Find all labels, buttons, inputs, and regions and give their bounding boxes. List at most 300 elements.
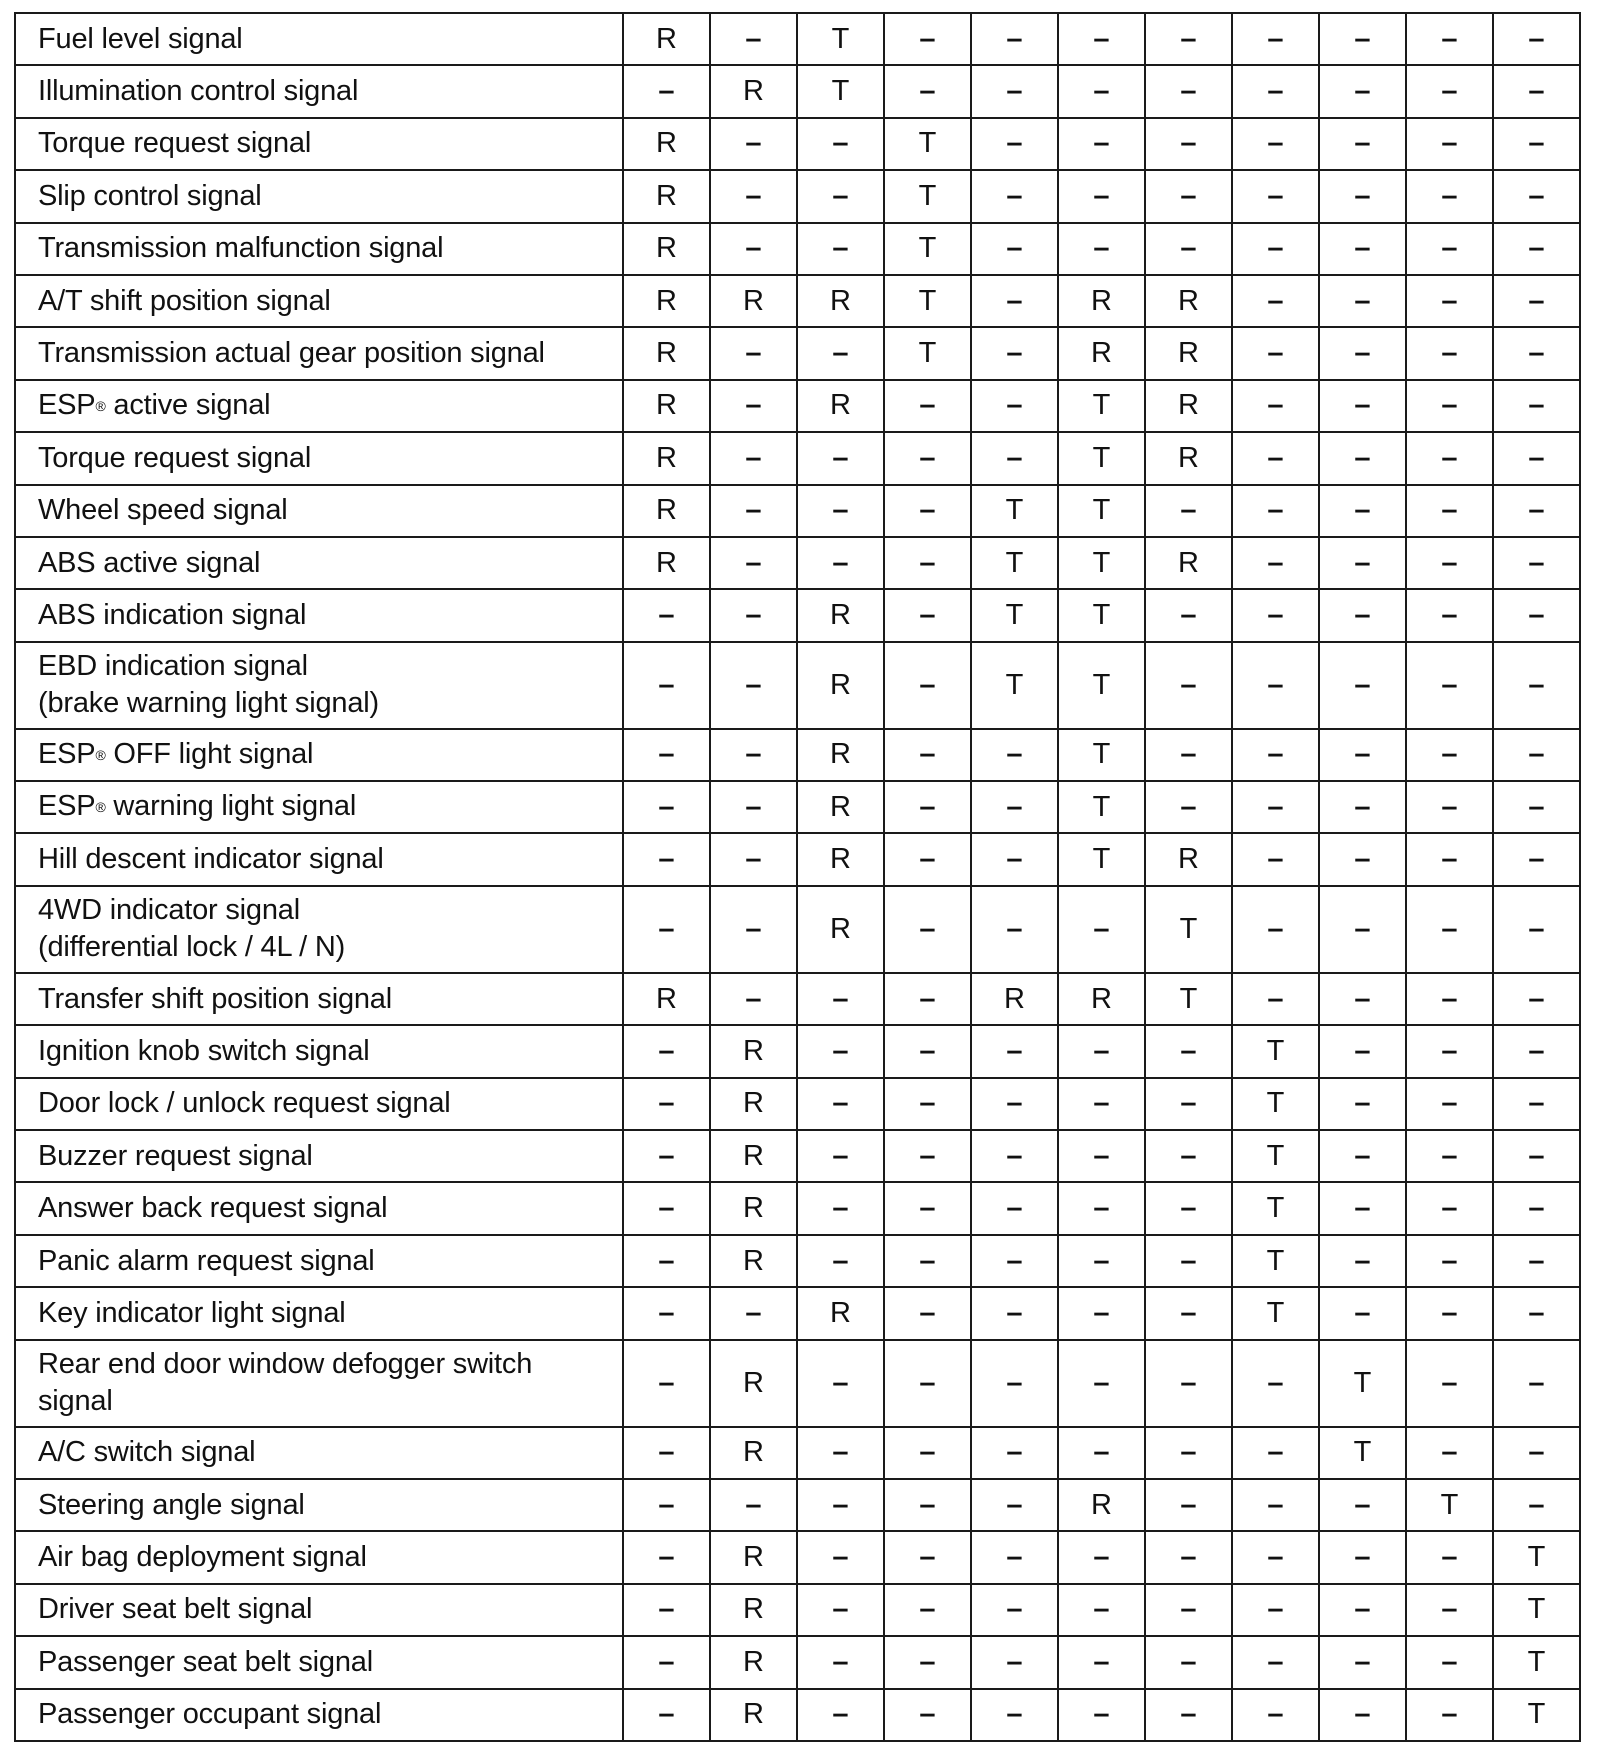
signal-code-cell: – <box>1406 886 1493 973</box>
signal-code-cell: – <box>623 1584 710 1636</box>
signal-code-cell: – <box>710 118 797 170</box>
signal-code-cell: – <box>1319 1078 1406 1130</box>
signal-code-cell: – <box>971 781 1058 833</box>
signal-code-cell: – <box>1058 1182 1145 1234</box>
signal-code-cell: T <box>1145 886 1232 973</box>
signal-code-cell: – <box>1493 833 1580 885</box>
signal-code-cell: R <box>797 833 884 885</box>
signal-code-cell: – <box>971 1287 1058 1339</box>
signal-code-cell: – <box>710 589 797 641</box>
signal-code-cell: R <box>710 1636 797 1688</box>
signal-code-cell: – <box>1145 781 1232 833</box>
signal-code-cell: T <box>1058 729 1145 781</box>
signal-code-cell: – <box>1406 1636 1493 1688</box>
signal-code-cell: – <box>884 642 971 729</box>
signal-code-cell: – <box>884 973 971 1025</box>
signal-name-cell: Hill descent indicator signal <box>15 833 623 885</box>
signal-code-cell: – <box>1232 973 1319 1025</box>
signal-code-cell: – <box>1493 1130 1580 1182</box>
signal-name-cell: Transfer shift position signal <box>15 973 623 1025</box>
signal-code-cell: T <box>1493 1636 1580 1688</box>
signal-code-cell: – <box>1232 170 1319 222</box>
signal-code-cell: – <box>797 1584 884 1636</box>
signal-code-cell: – <box>1319 327 1406 379</box>
signal-code-cell: – <box>884 886 971 973</box>
signal-name-cell: ESP® OFF light signal <box>15 729 623 781</box>
signal-code-cell: T <box>884 223 971 275</box>
table-row <box>15 1287 1580 1339</box>
table-row <box>15 485 1580 537</box>
signal-code-cell: R <box>710 1130 797 1182</box>
signal-code-cell: – <box>1319 642 1406 729</box>
signal-code-cell: – <box>710 223 797 275</box>
signal-name-cell: Wheel speed signal <box>15 485 623 537</box>
signal-code-cell: – <box>797 118 884 170</box>
signal-code-cell: – <box>797 432 884 484</box>
signal-code-cell: – <box>884 589 971 641</box>
signal-code-cell: – <box>1232 1636 1319 1688</box>
signal-code-cell: T <box>1493 1531 1580 1583</box>
signal-code-cell: – <box>710 833 797 885</box>
signal-name-cell: Torque request signal <box>15 432 623 484</box>
signal-code-cell: – <box>1145 170 1232 222</box>
signal-code-cell: – <box>1319 65 1406 117</box>
signal-code-cell: – <box>884 1636 971 1688</box>
table-row <box>15 1078 1580 1130</box>
signal-code-cell: – <box>1145 65 1232 117</box>
signal-code-cell: T <box>1232 1235 1319 1287</box>
signal-name-cell: A/C switch signal <box>15 1427 623 1479</box>
signal-name-cell: Passenger seat belt signal <box>15 1636 623 1688</box>
signal-code-cell: – <box>1406 118 1493 170</box>
signal-code-cell: – <box>1058 223 1145 275</box>
signal-code-cell: R <box>710 65 797 117</box>
signal-code-cell: – <box>1493 781 1580 833</box>
signal-code-cell: – <box>623 642 710 729</box>
signal-code-cell: R <box>1058 1479 1145 1531</box>
table-row <box>15 1025 1580 1077</box>
signal-code-cell: – <box>1232 781 1319 833</box>
signal-code-cell: – <box>1145 223 1232 275</box>
signal-code-cell: – <box>1145 1130 1232 1182</box>
signal-code-cell: T <box>1232 1078 1319 1130</box>
signal-code-cell: T <box>971 537 1058 589</box>
signal-code-cell: – <box>971 886 1058 973</box>
signal-code-cell: – <box>797 1025 884 1077</box>
signal-code-cell: – <box>623 833 710 885</box>
signal-code-cell: – <box>1058 1287 1145 1339</box>
signal-code-cell: – <box>1406 485 1493 537</box>
signal-code-cell: T <box>1058 485 1145 537</box>
signal-code-cell: – <box>1493 1427 1580 1479</box>
signal-code-cell: T <box>971 642 1058 729</box>
signal-code-cell: T <box>884 327 971 379</box>
table-row <box>15 729 1580 781</box>
table-row <box>15 1636 1580 1688</box>
signal-code-cell: – <box>1493 170 1580 222</box>
table-row <box>15 275 1580 327</box>
signal-name-cell: Steering angle signal <box>15 1479 623 1531</box>
table-row <box>15 973 1580 1025</box>
signal-name-cell: Key indicator light signal <box>15 1287 623 1339</box>
signal-code-cell: R <box>623 432 710 484</box>
signal-code-cell: – <box>1232 1584 1319 1636</box>
signal-code-cell: – <box>1232 886 1319 973</box>
signal-code-cell: – <box>1406 642 1493 729</box>
signal-code-cell: – <box>623 589 710 641</box>
signal-code-cell: T <box>1058 781 1145 833</box>
signal-code-cell: – <box>1493 118 1580 170</box>
signal-code-cell: – <box>1145 485 1232 537</box>
signal-code-cell: – <box>971 118 1058 170</box>
signal-code-cell: R <box>797 729 884 781</box>
signal-code-cell: – <box>884 1130 971 1182</box>
signal-code-cell: – <box>1058 1584 1145 1636</box>
signal-code-cell: – <box>971 380 1058 432</box>
signal-code-cell: R <box>1145 380 1232 432</box>
signal-code-cell: – <box>1493 729 1580 781</box>
signal-code-cell: – <box>1319 886 1406 973</box>
table-row <box>15 642 1580 729</box>
signal-code-cell: T <box>1058 432 1145 484</box>
signal-code-cell: T <box>884 170 971 222</box>
signal-code-cell: – <box>797 1340 884 1427</box>
signal-code-cell: – <box>623 1340 710 1427</box>
signal-code-cell: T <box>1232 1287 1319 1339</box>
signal-code-cell: – <box>884 13 971 65</box>
signal-code-cell: – <box>1319 1531 1406 1583</box>
signal-code-cell: – <box>1232 13 1319 65</box>
signal-code-cell: – <box>1319 1479 1406 1531</box>
signal-code-cell: – <box>710 781 797 833</box>
signal-name-cell: Air bag deployment signal <box>15 1531 623 1583</box>
signal-matrix-table <box>14 12 1581 1742</box>
signal-code-cell: – <box>971 1235 1058 1287</box>
signal-code-cell: – <box>1319 1025 1406 1077</box>
signal-code-cell: R <box>1058 973 1145 1025</box>
signal-name-cell: Answer back request signal <box>15 1182 623 1234</box>
signal-code-cell: – <box>623 1427 710 1479</box>
signal-code-cell: – <box>1232 537 1319 589</box>
signal-code-cell: – <box>971 1025 1058 1077</box>
table-row <box>15 1689 1580 1741</box>
signal-code-cell: – <box>1058 13 1145 65</box>
signal-code-cell: T <box>1493 1584 1580 1636</box>
signal-code-cell: – <box>1406 1287 1493 1339</box>
signal-code-cell: – <box>971 729 1058 781</box>
signal-code-cell: – <box>1058 118 1145 170</box>
signal-code-cell: – <box>797 223 884 275</box>
signal-code-cell: – <box>623 1235 710 1287</box>
signal-code-cell: – <box>1493 223 1580 275</box>
signal-code-cell: – <box>1058 1025 1145 1077</box>
signal-code-cell: – <box>884 485 971 537</box>
signal-code-cell: T <box>884 275 971 327</box>
signal-code-cell: R <box>797 589 884 641</box>
signal-code-cell: R <box>797 1287 884 1339</box>
signal-code-cell: – <box>1058 886 1145 973</box>
signal-code-cell: – <box>884 1531 971 1583</box>
signal-code-cell: – <box>797 1235 884 1287</box>
signal-code-cell: – <box>1406 781 1493 833</box>
signal-code-cell: R <box>623 170 710 222</box>
signal-code-cell: – <box>971 1427 1058 1479</box>
signal-code-cell: – <box>971 833 1058 885</box>
signal-code-cell: R <box>971 973 1058 1025</box>
table-row <box>15 1130 1580 1182</box>
signal-code-cell: – <box>971 1689 1058 1741</box>
table-row <box>15 1479 1580 1531</box>
signal-code-cell: – <box>884 1479 971 1531</box>
signal-code-cell: – <box>1493 1340 1580 1427</box>
signal-code-cell: – <box>1232 275 1319 327</box>
signal-code-cell: – <box>623 1130 710 1182</box>
signal-code-cell: – <box>623 1025 710 1077</box>
signal-code-cell: – <box>1145 1235 1232 1287</box>
signal-name-cell: Slip control signal <box>15 170 623 222</box>
signal-code-cell: – <box>1406 729 1493 781</box>
signal-code-cell: R <box>623 485 710 537</box>
signal-name-cell: Torque request signal <box>15 118 623 170</box>
signal-code-cell: – <box>1058 1235 1145 1287</box>
signal-code-cell: – <box>1145 589 1232 641</box>
signal-code-cell: – <box>1058 1531 1145 1583</box>
signal-code-cell: – <box>1493 973 1580 1025</box>
signal-code-cell: – <box>710 170 797 222</box>
signal-code-cell: R <box>623 973 710 1025</box>
signal-code-cell: – <box>623 781 710 833</box>
signal-code-cell: T <box>1319 1427 1406 1479</box>
signal-code-cell: – <box>884 380 971 432</box>
signal-code-cell: – <box>797 1130 884 1182</box>
signal-code-cell: – <box>1319 432 1406 484</box>
signal-code-cell: – <box>1406 1584 1493 1636</box>
table-row <box>15 1235 1580 1287</box>
signal-code-cell: – <box>1319 781 1406 833</box>
signal-code-cell: – <box>1406 1689 1493 1741</box>
signal-code-cell: – <box>971 1479 1058 1531</box>
signal-code-cell: – <box>971 1340 1058 1427</box>
signal-code-cell: – <box>971 1584 1058 1636</box>
table-row <box>15 537 1580 589</box>
signal-name-cell: A/T shift position signal <box>15 275 623 327</box>
signal-code-cell: – <box>971 65 1058 117</box>
signal-code-cell: – <box>710 1287 797 1339</box>
signal-code-cell: – <box>1493 275 1580 327</box>
signal-code-cell: – <box>797 1479 884 1531</box>
signal-code-cell: – <box>710 973 797 1025</box>
signal-code-cell: T <box>1232 1025 1319 1077</box>
signal-code-cell: – <box>1145 1287 1232 1339</box>
signal-code-cell: – <box>1058 65 1145 117</box>
signal-code-cell: – <box>1406 223 1493 275</box>
signal-code-cell: – <box>1493 485 1580 537</box>
signal-code-cell: – <box>1145 1531 1232 1583</box>
signal-code-cell: – <box>1493 1025 1580 1077</box>
signal-code-cell: – <box>623 1182 710 1234</box>
signal-code-cell: – <box>1406 537 1493 589</box>
signal-code-cell: T <box>797 13 884 65</box>
signal-name-cell: 4WD indicator signal (differential lock / 4L / N) <box>15 886 623 973</box>
signal-code-cell: – <box>797 327 884 379</box>
table-row <box>15 1531 1580 1583</box>
signal-code-cell: – <box>1145 1479 1232 1531</box>
table-row <box>15 170 1580 222</box>
signal-code-cell: T <box>971 485 1058 537</box>
signal-code-cell: – <box>1058 1427 1145 1479</box>
signal-code-cell: – <box>1493 886 1580 973</box>
signal-code-cell: – <box>1145 1078 1232 1130</box>
signal-code-cell: T <box>884 118 971 170</box>
signal-code-cell: – <box>710 327 797 379</box>
signal-code-cell: T <box>1406 1479 1493 1531</box>
signal-code-cell: R <box>623 380 710 432</box>
signal-code-cell: – <box>710 886 797 973</box>
signal-code-cell: – <box>884 65 971 117</box>
signal-code-cell: – <box>971 170 1058 222</box>
signal-code-cell: – <box>710 432 797 484</box>
signal-code-cell: – <box>710 537 797 589</box>
signal-code-cell: – <box>797 485 884 537</box>
signal-code-cell: – <box>1493 1078 1580 1130</box>
signal-code-cell: – <box>1319 170 1406 222</box>
signal-code-cell: – <box>623 1287 710 1339</box>
signal-code-cell: – <box>1406 1078 1493 1130</box>
signal-code-cell: – <box>1145 13 1232 65</box>
signal-code-cell: – <box>1319 589 1406 641</box>
signal-code-cell: – <box>1493 642 1580 729</box>
signal-code-cell: – <box>797 1182 884 1234</box>
signal-code-cell: – <box>1406 973 1493 1025</box>
signal-code-cell: – <box>1406 1130 1493 1182</box>
signal-code-cell: – <box>710 485 797 537</box>
signal-code-cell: – <box>1406 589 1493 641</box>
signal-code-cell: R <box>623 275 710 327</box>
signal-name-cell: Buzzer request signal <box>15 1130 623 1182</box>
signal-code-cell: – <box>1058 170 1145 222</box>
signal-code-cell: – <box>1406 432 1493 484</box>
signal-code-cell: R <box>797 642 884 729</box>
signal-code-cell: – <box>623 1078 710 1130</box>
signal-code-cell: – <box>1232 1531 1319 1583</box>
signal-code-cell: – <box>1232 432 1319 484</box>
signal-code-cell: – <box>1493 380 1580 432</box>
signal-code-cell: R <box>1058 327 1145 379</box>
signal-name-cell: Door lock / unlock request signal <box>15 1078 623 1130</box>
signal-code-cell: – <box>797 537 884 589</box>
signal-code-cell: – <box>1319 485 1406 537</box>
signal-name-cell: ABS active signal <box>15 537 623 589</box>
signal-code-cell: R <box>623 223 710 275</box>
signal-code-cell: – <box>1319 729 1406 781</box>
signal-name-cell: ESP® warning light signal <box>15 781 623 833</box>
registered-mark: ® <box>95 746 106 763</box>
signal-name-cell: Panic alarm request signal <box>15 1235 623 1287</box>
table-row <box>15 589 1580 641</box>
signal-code-cell: T <box>1232 1182 1319 1234</box>
signal-code-cell: – <box>1232 1427 1319 1479</box>
signal-code-cell: – <box>1319 973 1406 1025</box>
signal-code-cell: – <box>1232 327 1319 379</box>
signal-code-cell: – <box>623 1636 710 1688</box>
signal-code-cell: R <box>1145 327 1232 379</box>
signal-code-cell: – <box>1406 275 1493 327</box>
signal-code-cell: – <box>1493 13 1580 65</box>
signal-code-cell: – <box>1145 1182 1232 1234</box>
signal-code-cell: T <box>1058 589 1145 641</box>
signal-name-cell: Rear end door window defogger switch signal <box>15 1340 623 1427</box>
table-row <box>15 1584 1580 1636</box>
signal-code-cell: – <box>1406 380 1493 432</box>
signal-code-cell: R <box>710 1078 797 1130</box>
signal-code-cell: R <box>710 1427 797 1479</box>
signal-code-cell: – <box>1145 729 1232 781</box>
table-row <box>15 1182 1580 1234</box>
signal-code-cell: – <box>1232 118 1319 170</box>
signal-code-cell: – <box>797 1689 884 1741</box>
signal-code-cell: – <box>623 729 710 781</box>
signal-code-cell: – <box>797 1078 884 1130</box>
signal-code-cell: – <box>1319 1636 1406 1688</box>
signal-code-cell: – <box>710 13 797 65</box>
signal-code-cell: – <box>884 729 971 781</box>
signal-code-cell: – <box>1145 1025 1232 1077</box>
signal-code-cell: – <box>623 1479 710 1531</box>
signal-code-cell: R <box>1058 275 1145 327</box>
signal-code-cell: – <box>797 1427 884 1479</box>
signal-code-cell: R <box>710 1689 797 1741</box>
signal-code-cell: – <box>884 781 971 833</box>
signal-code-cell: – <box>710 642 797 729</box>
signal-code-cell: T <box>797 65 884 117</box>
signal-name-cell: Fuel level signal <box>15 13 623 65</box>
signal-code-cell: – <box>623 1531 710 1583</box>
signal-code-cell: R <box>710 1584 797 1636</box>
signal-code-cell: – <box>1493 327 1580 379</box>
table-row <box>15 833 1580 885</box>
table-row <box>15 65 1580 117</box>
signal-code-cell: – <box>884 1235 971 1287</box>
signal-code-cell: – <box>1406 1427 1493 1479</box>
signal-code-cell: – <box>884 1427 971 1479</box>
signal-code-cell: – <box>1058 1689 1145 1741</box>
signal-name-cell: ABS indication signal <box>15 589 623 641</box>
signal-code-cell: R <box>710 1182 797 1234</box>
signal-code-cell: – <box>884 432 971 484</box>
signal-name-cell: ESP® active signal <box>15 380 623 432</box>
signal-code-cell: R <box>623 13 710 65</box>
signal-code-cell: – <box>1145 1340 1232 1427</box>
signal-matrix-body <box>15 13 1580 1741</box>
signal-code-cell: – <box>1145 642 1232 729</box>
signal-code-cell: R <box>1145 275 1232 327</box>
signal-code-cell: R <box>1145 537 1232 589</box>
signal-name-cell: Illumination control signal <box>15 65 623 117</box>
signal-code-cell: R <box>710 1531 797 1583</box>
signal-code-cell: – <box>1319 275 1406 327</box>
signal-code-cell: – <box>1493 1182 1580 1234</box>
signal-code-cell: – <box>1232 223 1319 275</box>
table-row <box>15 13 1580 65</box>
signal-code-cell: – <box>623 65 710 117</box>
signal-code-cell: R <box>623 327 710 379</box>
signal-code-cell: – <box>1493 537 1580 589</box>
signal-code-cell: – <box>1493 1235 1580 1287</box>
signal-code-cell: – <box>971 1531 1058 1583</box>
signal-code-cell: – <box>1319 1182 1406 1234</box>
signal-code-cell: T <box>1493 1689 1580 1741</box>
signal-code-cell: – <box>797 973 884 1025</box>
